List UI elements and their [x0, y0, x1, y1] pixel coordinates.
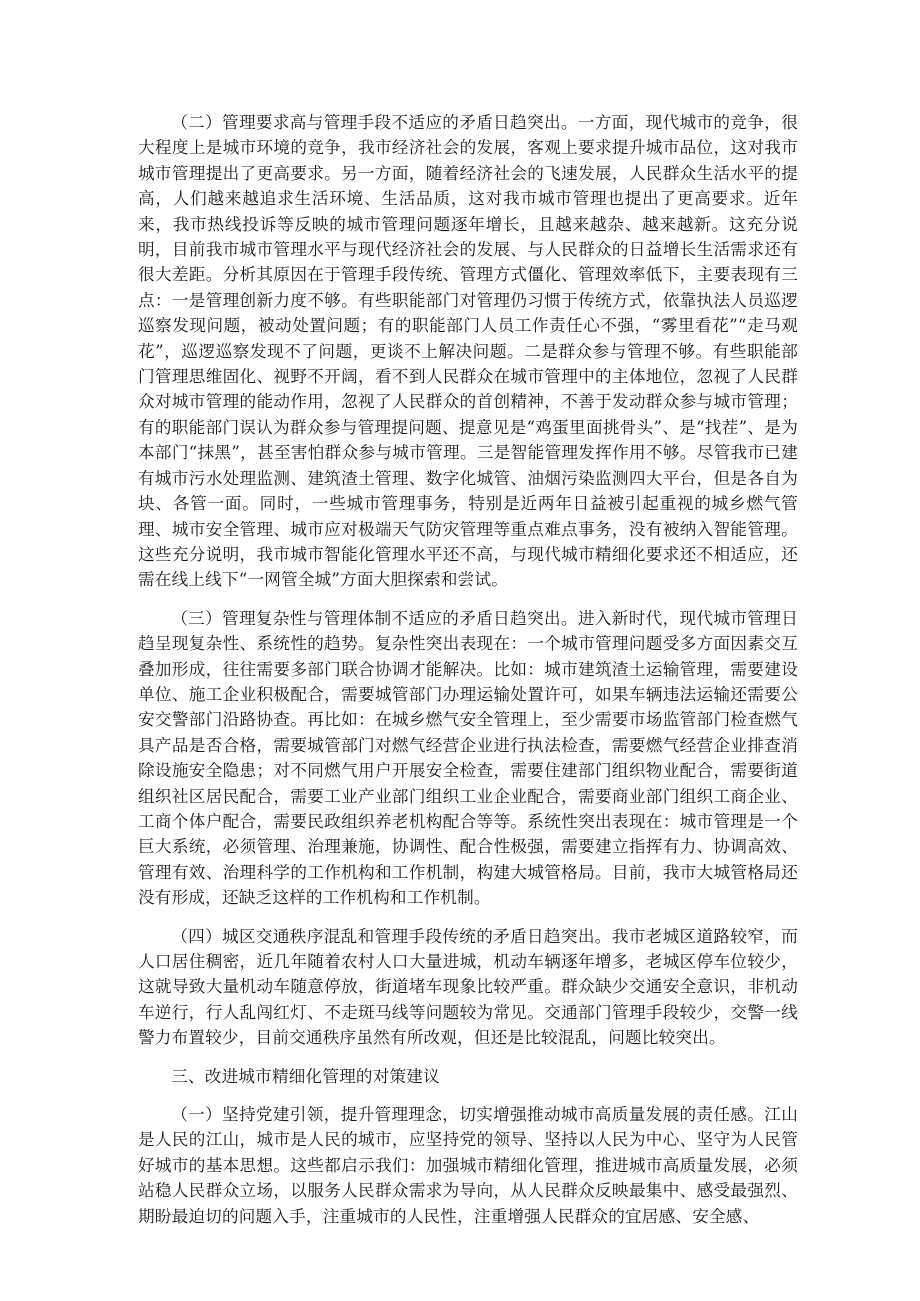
paragraph-traffic-order: （四）城区交通秩序混乱和管理手段传统的矛盾日趋突出。我市老城区道路较窄，而人口居住稠密，近几年随着农村人口大量进城，机动车辆逐年增多，老城区停车位较少，这就导致大量机动车随意停放，街道堵车现象比较严重。群众缺少交通安全意识，非机动车逆行，行人乱闯红灯、不走斑马线等问题较为常见。交通部门管理手段较少，交警一线警力布置较少，目前交通秩序虽然有所改观，但还是比较混乱，问题比较突出。 [138, 926, 798, 1048]
paragraph-party-leadership: （一）坚持党建引领，提升管理理念，切实增强推动城市高质量发展的责任感。江山是人民的江山，城市是人民的城市，应坚持党的领导、坚持以人民为中心、坚守为人民管好城市的基本思想。这些都启示我们：加强城市精细化管理，推进城市高质量发展，必须站稳人民群众立场，以服务人民群众需求为导向，从人民群众反映最集中、感受最强烈、期盼最迫切的问题入手，注重城市的人民性，注重增强人民群众的宜居感、安全感、 [138, 1105, 798, 1226]
section-heading: 三、改进城市精细化管理的对策建议 [171, 1066, 440, 1086]
paragraph-management-means: （二）管理要求高与管理手段不适应的矛盾日趋突出。一方面，现代城市的竞争，很大程度上是城市环境的竞争，我市经济社会的发展，客观上要求提升城市品位，这对我市城市管理提出了更高要求。另一方面，随着经济社会的飞速发展，人民群众生活水平的提高，人们越来越追求生活环境、生活品质，这对我市城市管理也提出了更高要求。近年来，我市热线投诉等反映的城市管理问题逐年增长，且越来越杂、越来越新。这充分说明，目前我市城市管理水平与现代经济社会的发展、与人民群众的日益增长生活需求还有很大差距。分析其原因在于管理手段传统、管理方式僵化、管理效率低下，主要表现有三点：一是管理创新力度不够。有些职能部门对管理仍习惯于传统方式，依靠执法人员巡逻巡察发现问题，被动处置问题；有的职能部门人员工作责任心不强，“雾里看花”“走马观花”，巡逻巡察发现不了问题，更谈不上解决问题。二是群众参与管理不够。有些职能部门管理思维固化、视野不开阔，看不到人民群众在城市管理中的主体地位，忽视了人民群众对城市管理的能动作用，忽视了人民群众的首创精神，不善于发动群众参与城市管理；有的职能部门误认为群众参与管理提问题、提意见是“鸡蛋里面挑骨头”、是“找茬”、是为本部门“抹黑”，甚至害怕群众参与城市管理。三是智能管理发挥作用不够。尽管我市已建有城市污水处理监测、建筑渣土管理、数字化城管、油烟污染监测四大平台，但是各自为块、各管一面。同时，一些城市管理事务，特别是近两年日益被引起重视的城乡燃气管理、城市安全管理、城市应对极端天气防灾管理等重点难点事务，没有被纳入智能管理。这些充分说明，我市城市智能化管理水平还不高，与现代城市精细化要求还不相适应，还需在线上线下“一网管全城”方面大胆探索和尝试。 [138, 113, 798, 590]
paragraph-management-system: （三）管理复杂性与管理体制不适应的矛盾日趋突出。进入新时代，现代城市管理日趋呈现复杂性、系统性的趋势。复杂性突出表现在：一个城市管理问题受多方面因素交互叠加形成，往往需要多部门联合协调才能解决。比如：城市建筑渣土运输管理，需要建设单位、施工企业积极配合，需要城管部门办理运输处置许可，如果车辆违法运输还需要公安交警部门沿路协查。再比如：在城乡燃气安全管理上，至少需要市场监管部门检查燃气具产品是否合格，需要城管部门对燃气经营企业进行执法检查，需要燃气经营企业排查消除设施安全隐患；对不同燃气用户开展安全检查，需要住建部门组织物业配合，需要街道组织社区居民配合，需要工业产业部门组织工业企业配合，需要商业部门组织工商企业、工商个体户配合，需要民政组织养老机构配合等等。系统性突出表现在：城市管理是一个巨大系统，必须管理、治理兼施，协调性、配合性极强，需要建立指挥有力、协调高效、管理有效、治理科学的工作机构和工作机制，构建大城管格局。目前，我市大城管格局还没有形成，还缺乏这样的工作机构和工作机制。 [138, 608, 798, 908]
paragraph-gap [138, 911, 798, 924]
paragraph-gap [138, 1051, 798, 1064]
document-page [138, 110, 798, 1280]
paragraph-gap [138, 1089, 798, 1102]
paragraph-gap [138, 593, 798, 606]
